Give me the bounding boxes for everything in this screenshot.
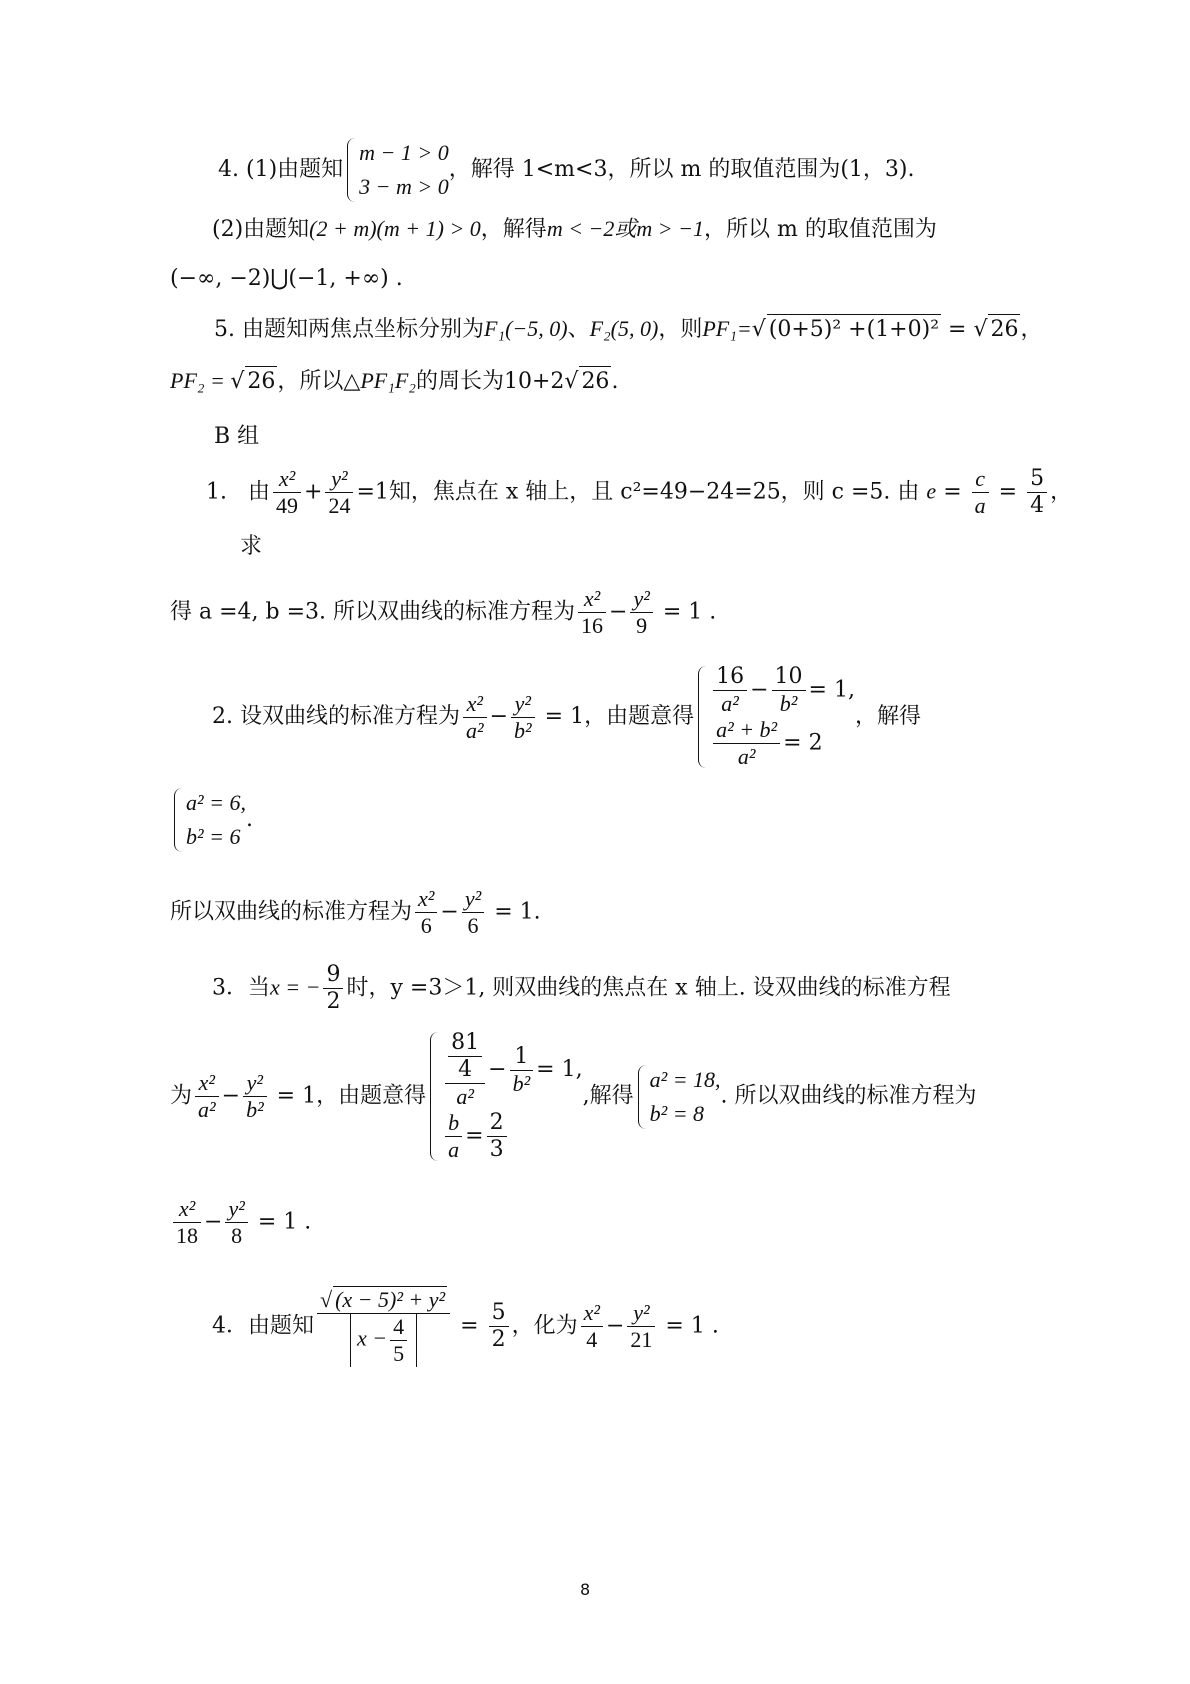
b3-final: $\frac{\text{x²}}{18}$ − $\frac{\text{y²}}{8}$ = 1 . — [170, 1196, 311, 1249]
sqrt-sign: √ — [973, 317, 988, 342]
b2-final: 所以双曲线的标准方程为 $\frac{\text{x²}}{6}$ − $\frac{\text{y²}}{6}$ = 1. — [170, 886, 541, 938]
b2-line1: 2. 设双曲线的标准方程为 $\frac{\text{x²}}{\text{a²}}$ − $\frac{\text{y²}}{\text{b²}}$ = 1，由题意得 $\frac{16}{\text{a²}}$ − $\frac{10}{\text{b²}}$ = 1, $\frac{\text{a² + b²}}{\text{a²}}$ = 2 ，解得 — [212, 664, 921, 769]
b1-line1: 1. 由 $\frac{\text{x²}}{49}$ + $\frac{\text{y²}}{24}$ =1知，焦点在 x 轴上，且 c²=49−24=25，则 c =5. 由 e = $\frac{c}{a}$ = $\frac{5}{4}$ ， — [206, 466, 1073, 518]
b2-system: $\frac{16}{\text{a²}}$ − $\frac{10}{\text{b²}}$ = 1, $\frac{\text{a² + b²}}{\text{a²}}$ = 2 — [694, 664, 855, 770]
sqrt-sign: √ — [230, 369, 245, 394]
group-b-heading: B 组 — [214, 424, 260, 449]
b1-qiu: 求 — [240, 534, 263, 559]
a4-system: m − 1 > 0 3 − m > 0 — [343, 136, 449, 204]
b2-solution: a² = 6, b² = 6 . — [170, 786, 253, 854]
absolute-value: x − $\frac{4}{5}$ — [350, 1314, 417, 1367]
a4-part2: (2)由题知(2 + m)(m + 1) > 0，解得m < −2或m > −1，所以 m 的取值范围为 — [212, 216, 937, 242]
sqrt-sign: √ — [564, 369, 579, 394]
b3-line1: 3．当x = − $\frac{9}{2}$ 时，y =3＞1, 则双曲线的焦点在 x 轴上. 设双曲线的标准方程 — [212, 962, 951, 1014]
b1-line3: 得 a =4, b =3. 所以双曲线的标准方程为 $\frac{\text{x²}}{16}$ − $\frac{\text{y²}}{9}$ = 1 . — [170, 586, 717, 638]
a5-line2: PF₂ = √ 26，所以△PF₁F₂的周长为10+2√ 26. — [170, 366, 618, 397]
a4-part1: 4. (1)由题知 m − 1 > 0 3 − m > 0 ，解得 1<m<3，所以 m 的取值范围为(1，3). — [218, 136, 914, 204]
sqrt-sign: √ — [320, 1287, 333, 1312]
a5-line1: 5. 由题知两焦点坐标分别为F₁(−5, 0)、F₂(5, 0)，则PF₁=√ (0+5)² +(1+0)² = √ 26， — [214, 314, 1043, 345]
a4-range: (−∞, −2)⋃(−1, +∞) . — [170, 266, 403, 291]
sqrt-sign: √ — [751, 317, 766, 342]
b3-line2: 为 $\frac{\text{x²}}{\text{a²}}$ − $\frac{\text{y²}}{\text{b²}}$ = 1，由题意得 $\frac{\frac{81}{4}}{\text{a²}}$ − $\frac{1}{\text{b²}}$ = 1, $\frac{b}{a}$ = $\frac{2}{3}$ ,解得 a² = 18, b² = 8 . 所以双曲线的标准方程为 — [170, 1030, 977, 1162]
page-number: 8 — [580, 1580, 591, 1599]
b4-line1: 4．由题知 √ (x − 5)² + y² x − $\frac{4}{5}$ = $\frac{5}{2}$ ，化为 $\frac{\text{x²}}{4}$ − $\frac{\text{y²}}{21}$ = 1 . — [212, 1287, 719, 1366]
b3-system: $\frac{\frac{81}{4}}{\text{a²}}$ − $\frac{1}{\text{b²}}$ = 1, $\frac{b}{a}$ = $\frac{2}{3}$ — [426, 1030, 582, 1163]
